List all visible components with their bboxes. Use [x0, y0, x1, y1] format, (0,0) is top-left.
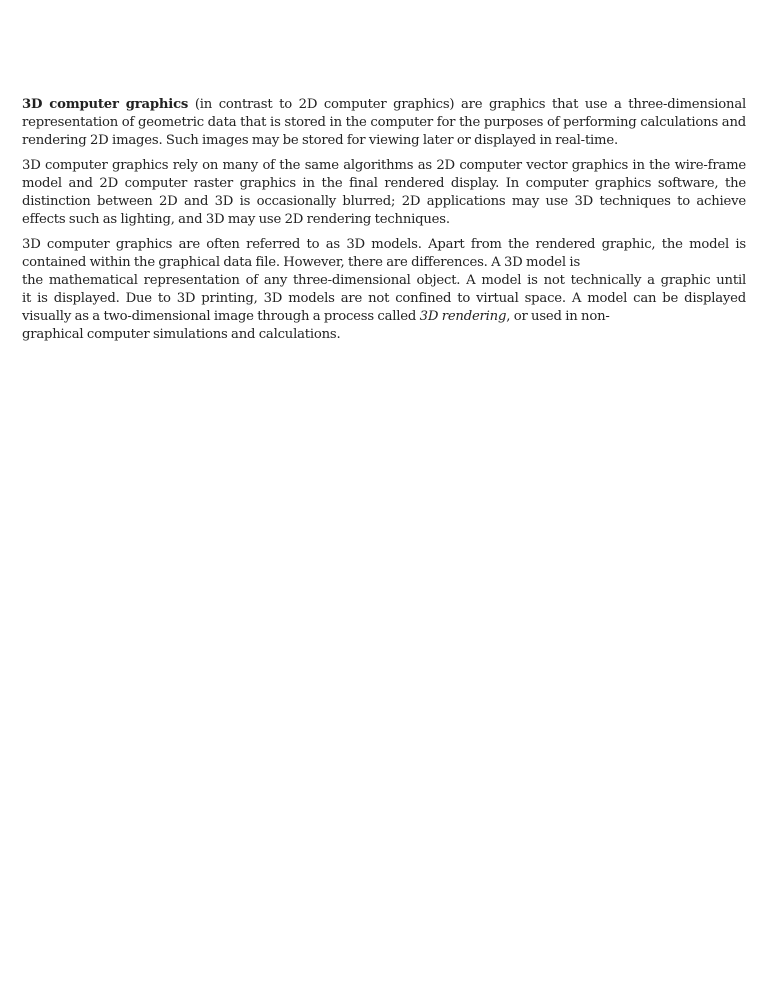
article-body: [22, 96, 746, 351]
paragraph-models-line: the mathematical representation of any three-dimensional object. A model is not technically a graphic until: [22, 273, 746, 288]
paragraph-intro-text: (in contrast to 2D computer graphics) are graphics that use a three-dimensional representation of geometric data that is stored in the computer for the purposes of performing calculations and rendering 2D images. Such images may be stored for viewing later or displayed in real-time.: [22, 97, 746, 148]
article-term: 3D computer graphics: [22, 97, 189, 112]
paragraph-models-line: [22, 308, 746, 326]
paragraph-models-line: graphical computer simulations and calculations.: [22, 327, 341, 342]
paragraph-algorithms-text: 3D computer graphics rely on many of the same algorithms as 2D computer vector graphics in the wire-frame model and 2D computer raster graphics in the final rendered display. In computer graphics software, the distinction between 2D and 3D is occasionally blurred; 2D applications may use 3D techniques to achieve effects such as lighting, and 3D may use 2D rendering techniques.: [22, 158, 746, 227]
paragraph-models-line: 3D computer graphics are often referred to as 3D models. Apart from the rendered graphic, the model is: [22, 237, 746, 252]
paragraph-models: [22, 236, 746, 344]
paragraph-models-line: contained within the graphical data file. However, there are differences. A 3D model is: [22, 255, 581, 270]
paragraph-models-text: visually as a two-dimensional image through a process called: [22, 309, 417, 324]
paragraph-models-line: it is displayed. Due to 3D printing, 3D models are not confined to virtual space. A model can be displayed: [22, 291, 746, 306]
paragraph-models-text: , or used in non-: [506, 309, 610, 324]
paragraph-algorithms: [22, 157, 746, 229]
paragraph-intro: [22, 96, 746, 150]
italic-term: 3D rendering: [419, 309, 507, 324]
